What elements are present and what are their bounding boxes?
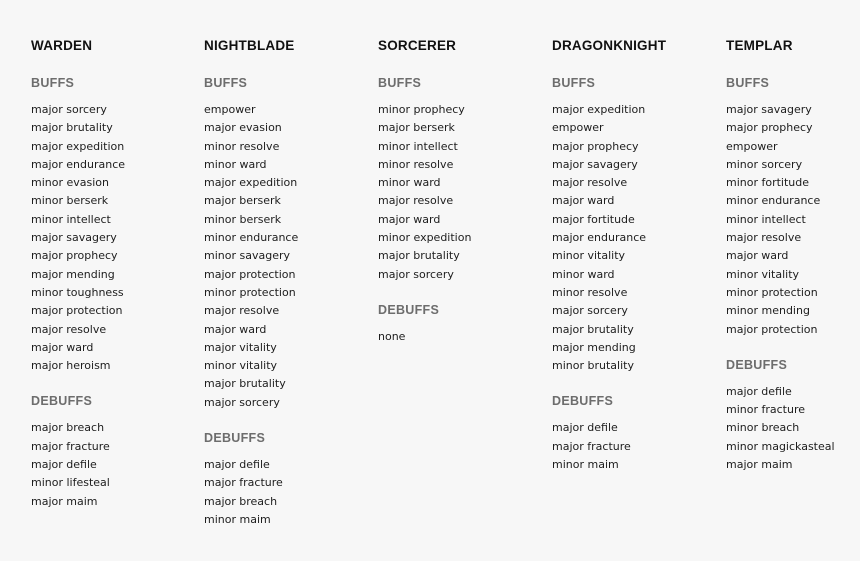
list-item: major evasion xyxy=(204,121,282,135)
list-item: major savagery xyxy=(726,103,812,116)
list-item: minor intellect xyxy=(31,212,111,226)
list-item: minor berserk xyxy=(204,212,282,226)
list-item: minor savagery xyxy=(204,249,290,263)
list-item: major fracture xyxy=(204,476,283,490)
list-item: minor vitality xyxy=(204,359,278,373)
list-item: major expedition xyxy=(552,103,646,116)
debuffs-list xyxy=(726,383,860,474)
list-item: minor magickasteal xyxy=(726,439,835,453)
class-title-templar: TEMPLAR xyxy=(726,38,793,53)
list-item: minor maim xyxy=(204,512,271,526)
list-item: minor expedition xyxy=(378,231,472,245)
list-item: minor vitality xyxy=(726,267,800,281)
list-item: major berserk xyxy=(378,121,455,135)
buffs-heading: BUFFS xyxy=(378,76,422,90)
list-item: major expedition xyxy=(31,139,125,153)
list-item: minor resolve xyxy=(204,139,280,153)
list-item: major savagery xyxy=(31,231,117,245)
list-item: major prophecy xyxy=(552,139,639,153)
column-nightblade xyxy=(204,38,374,529)
list-item: major protection xyxy=(204,267,296,281)
list-item: minor maim xyxy=(552,458,619,472)
list-item: minor protection xyxy=(726,285,818,299)
list-item: major resolve xyxy=(31,322,107,336)
list-item: empower xyxy=(552,121,604,135)
list-item: major protection xyxy=(31,304,123,318)
buffs-list xyxy=(726,101,860,339)
list-item: major brutality xyxy=(204,377,286,391)
list-item: major ward xyxy=(204,322,267,336)
list-item: minor breach xyxy=(726,421,800,435)
debuffs-heading: DEBUFFS xyxy=(204,431,266,446)
buffs-heading: BUFFS xyxy=(726,76,770,90)
list-item: major endurance xyxy=(552,231,647,245)
list-item: empower xyxy=(204,103,256,116)
list-item: minor resolve xyxy=(378,157,454,171)
debuffs-section xyxy=(378,302,548,346)
list-item: major resolve xyxy=(552,176,628,190)
list-item: minor fracture xyxy=(726,403,806,417)
list-item: major breach xyxy=(204,494,278,508)
buffs-heading: BUFFS xyxy=(552,76,596,90)
list-item: minor intellect xyxy=(378,139,458,153)
buffs-heading: BUFFS xyxy=(204,76,248,90)
list-item: major brutality xyxy=(378,249,460,263)
list-item: major expedition xyxy=(204,176,298,190)
list-item: major maim xyxy=(726,458,793,472)
buffs-list xyxy=(31,101,201,375)
list-item: empower xyxy=(726,139,778,153)
list-item: minor intellect xyxy=(726,212,806,226)
list-item: major prophecy xyxy=(726,121,813,135)
list-item: minor lifesteal xyxy=(31,476,110,490)
list-item: minor ward xyxy=(378,176,441,190)
list-item: major resolve xyxy=(378,194,454,208)
debuffs-list xyxy=(31,419,201,510)
list-item: major ward xyxy=(31,340,94,354)
list-item: major prophecy xyxy=(31,249,118,263)
class-title-nightblade: NIGHTBLADE xyxy=(204,38,295,53)
list-item: major mending xyxy=(552,340,636,354)
list-item: major savagery xyxy=(552,157,638,171)
list-item: minor ward xyxy=(204,157,267,171)
debuffs-list xyxy=(378,328,548,346)
list-item: minor endurance xyxy=(204,231,299,245)
list-item: major brutality xyxy=(31,121,113,135)
list-item: major defile xyxy=(31,458,97,472)
class-title-warden: WARDEN xyxy=(31,38,93,53)
list-item: none xyxy=(378,329,406,343)
debuffs-section xyxy=(31,393,201,510)
buffs-list xyxy=(378,101,548,284)
list-item: major defile xyxy=(204,458,270,472)
list-item: major resolve xyxy=(204,304,280,318)
debuffs-heading: DEBUFFS xyxy=(378,302,440,317)
list-item: major endurance xyxy=(31,157,126,171)
list-item: major protection xyxy=(726,322,818,336)
column-templar xyxy=(726,38,860,474)
buffs-list xyxy=(204,101,374,412)
list-item: minor mending xyxy=(726,304,810,318)
class-title-dragonknight: DRAGONKNIGHT xyxy=(552,38,667,53)
list-item: major resolve xyxy=(726,231,802,245)
list-item: major ward xyxy=(378,212,441,226)
list-item: major brutality xyxy=(552,322,634,336)
list-item: minor brutality xyxy=(552,359,634,373)
debuffs-section xyxy=(726,357,860,474)
debuffs-heading: DEBUFFS xyxy=(31,394,93,409)
list-item: major defile xyxy=(726,384,792,398)
list-item: major berserk xyxy=(204,194,281,208)
list-item: minor sorcery xyxy=(726,157,803,171)
class-title-sorcerer: SORCERER xyxy=(378,38,457,53)
debuffs-list xyxy=(552,419,722,474)
buffs-list xyxy=(552,101,722,375)
list-item: major sorcery xyxy=(378,267,454,281)
list-item: major vitality xyxy=(204,340,277,354)
column-warden xyxy=(31,38,201,511)
list-item: major fracture xyxy=(552,439,631,453)
list-item: major heroism xyxy=(31,359,111,373)
list-item: major sorcery xyxy=(552,304,628,318)
list-item: major fracture xyxy=(31,439,110,453)
list-item: minor fortitude xyxy=(726,176,810,190)
list-item: major ward xyxy=(552,194,615,208)
list-item: major sorcery xyxy=(31,103,107,116)
list-item: major mending xyxy=(31,267,115,281)
list-item: minor berserk xyxy=(31,194,109,208)
list-item: minor toughness xyxy=(31,285,124,299)
list-item: minor resolve xyxy=(552,285,628,299)
debuffs-heading: DEBUFFS xyxy=(726,357,788,372)
debuffs-list xyxy=(204,456,374,529)
list-item: minor ward xyxy=(552,267,615,281)
list-item: minor endurance xyxy=(726,194,821,208)
list-item: minor protection xyxy=(204,285,296,299)
list-item: minor prophecy xyxy=(378,103,465,116)
debuffs-section xyxy=(204,430,374,529)
list-item: major defile xyxy=(552,421,618,435)
list-item: minor evasion xyxy=(31,176,109,190)
debuffs-heading: DEBUFFS xyxy=(552,394,614,409)
list-item: major fortitude xyxy=(552,212,635,226)
list-item: major ward xyxy=(726,249,789,263)
list-item: minor vitality xyxy=(552,249,626,263)
column-sorcerer xyxy=(378,38,548,346)
list-item: major sorcery xyxy=(204,395,280,409)
list-item: major maim xyxy=(31,494,98,508)
list-item: major breach xyxy=(31,421,105,435)
buffs-heading: BUFFS xyxy=(31,76,75,90)
debuffs-section xyxy=(552,393,722,474)
column-dragonknight xyxy=(552,38,722,474)
